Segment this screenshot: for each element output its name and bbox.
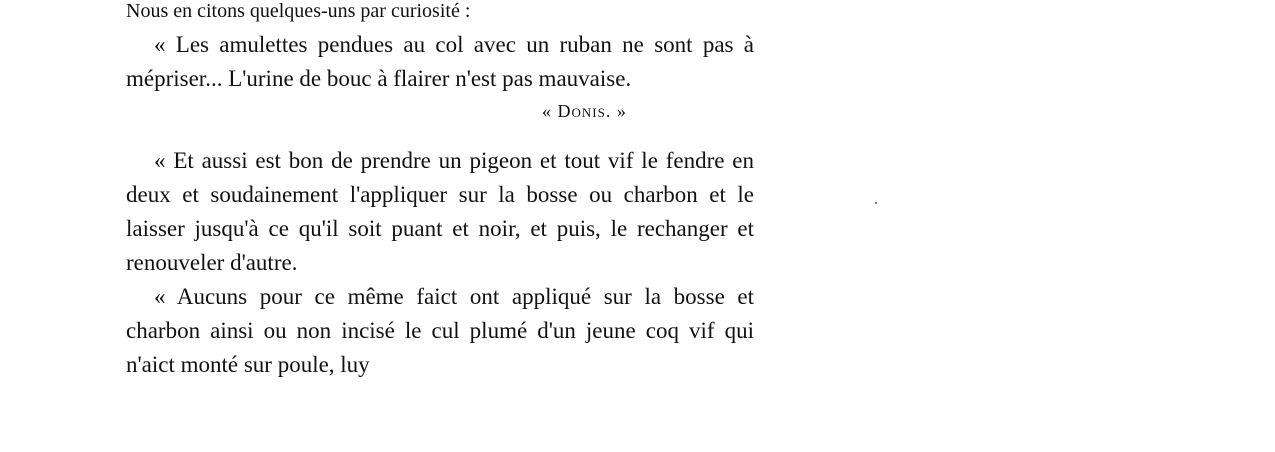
quote-paragraph-1: « Les amulettes pendues au col avec un ruban ne sont pas à mépriser... L'urine de bouc à flairer n'est pas mauvaise.: [126, 32, 754, 91]
text-column: [126, 0, 754, 382]
quote-paragraph-2: « Et aussi est bon de prendre un pigeon et tout vif le fendre en deux et soudainement l'appliquer sur la bosse ou charbon et le laisser jusqu'à ce qu'il soit puant et noir, et puis, le rechanger et renouveler d'autre.: [126, 148, 754, 275]
quote-paragraph-3: « Aucuns pour ce même faict ont appliqué sur la bosse et charbon ainsi ou non incisé le cul plumé d'un jeune coq vif qui n'aict monté sur poule, luy: [126, 284, 754, 377]
intro-line: Nous en citons quelques-uns par curiosité :: [126, 0, 471, 22]
quote-signature: « Donis. »: [542, 101, 627, 121]
ink-speck: [875, 202, 877, 204]
